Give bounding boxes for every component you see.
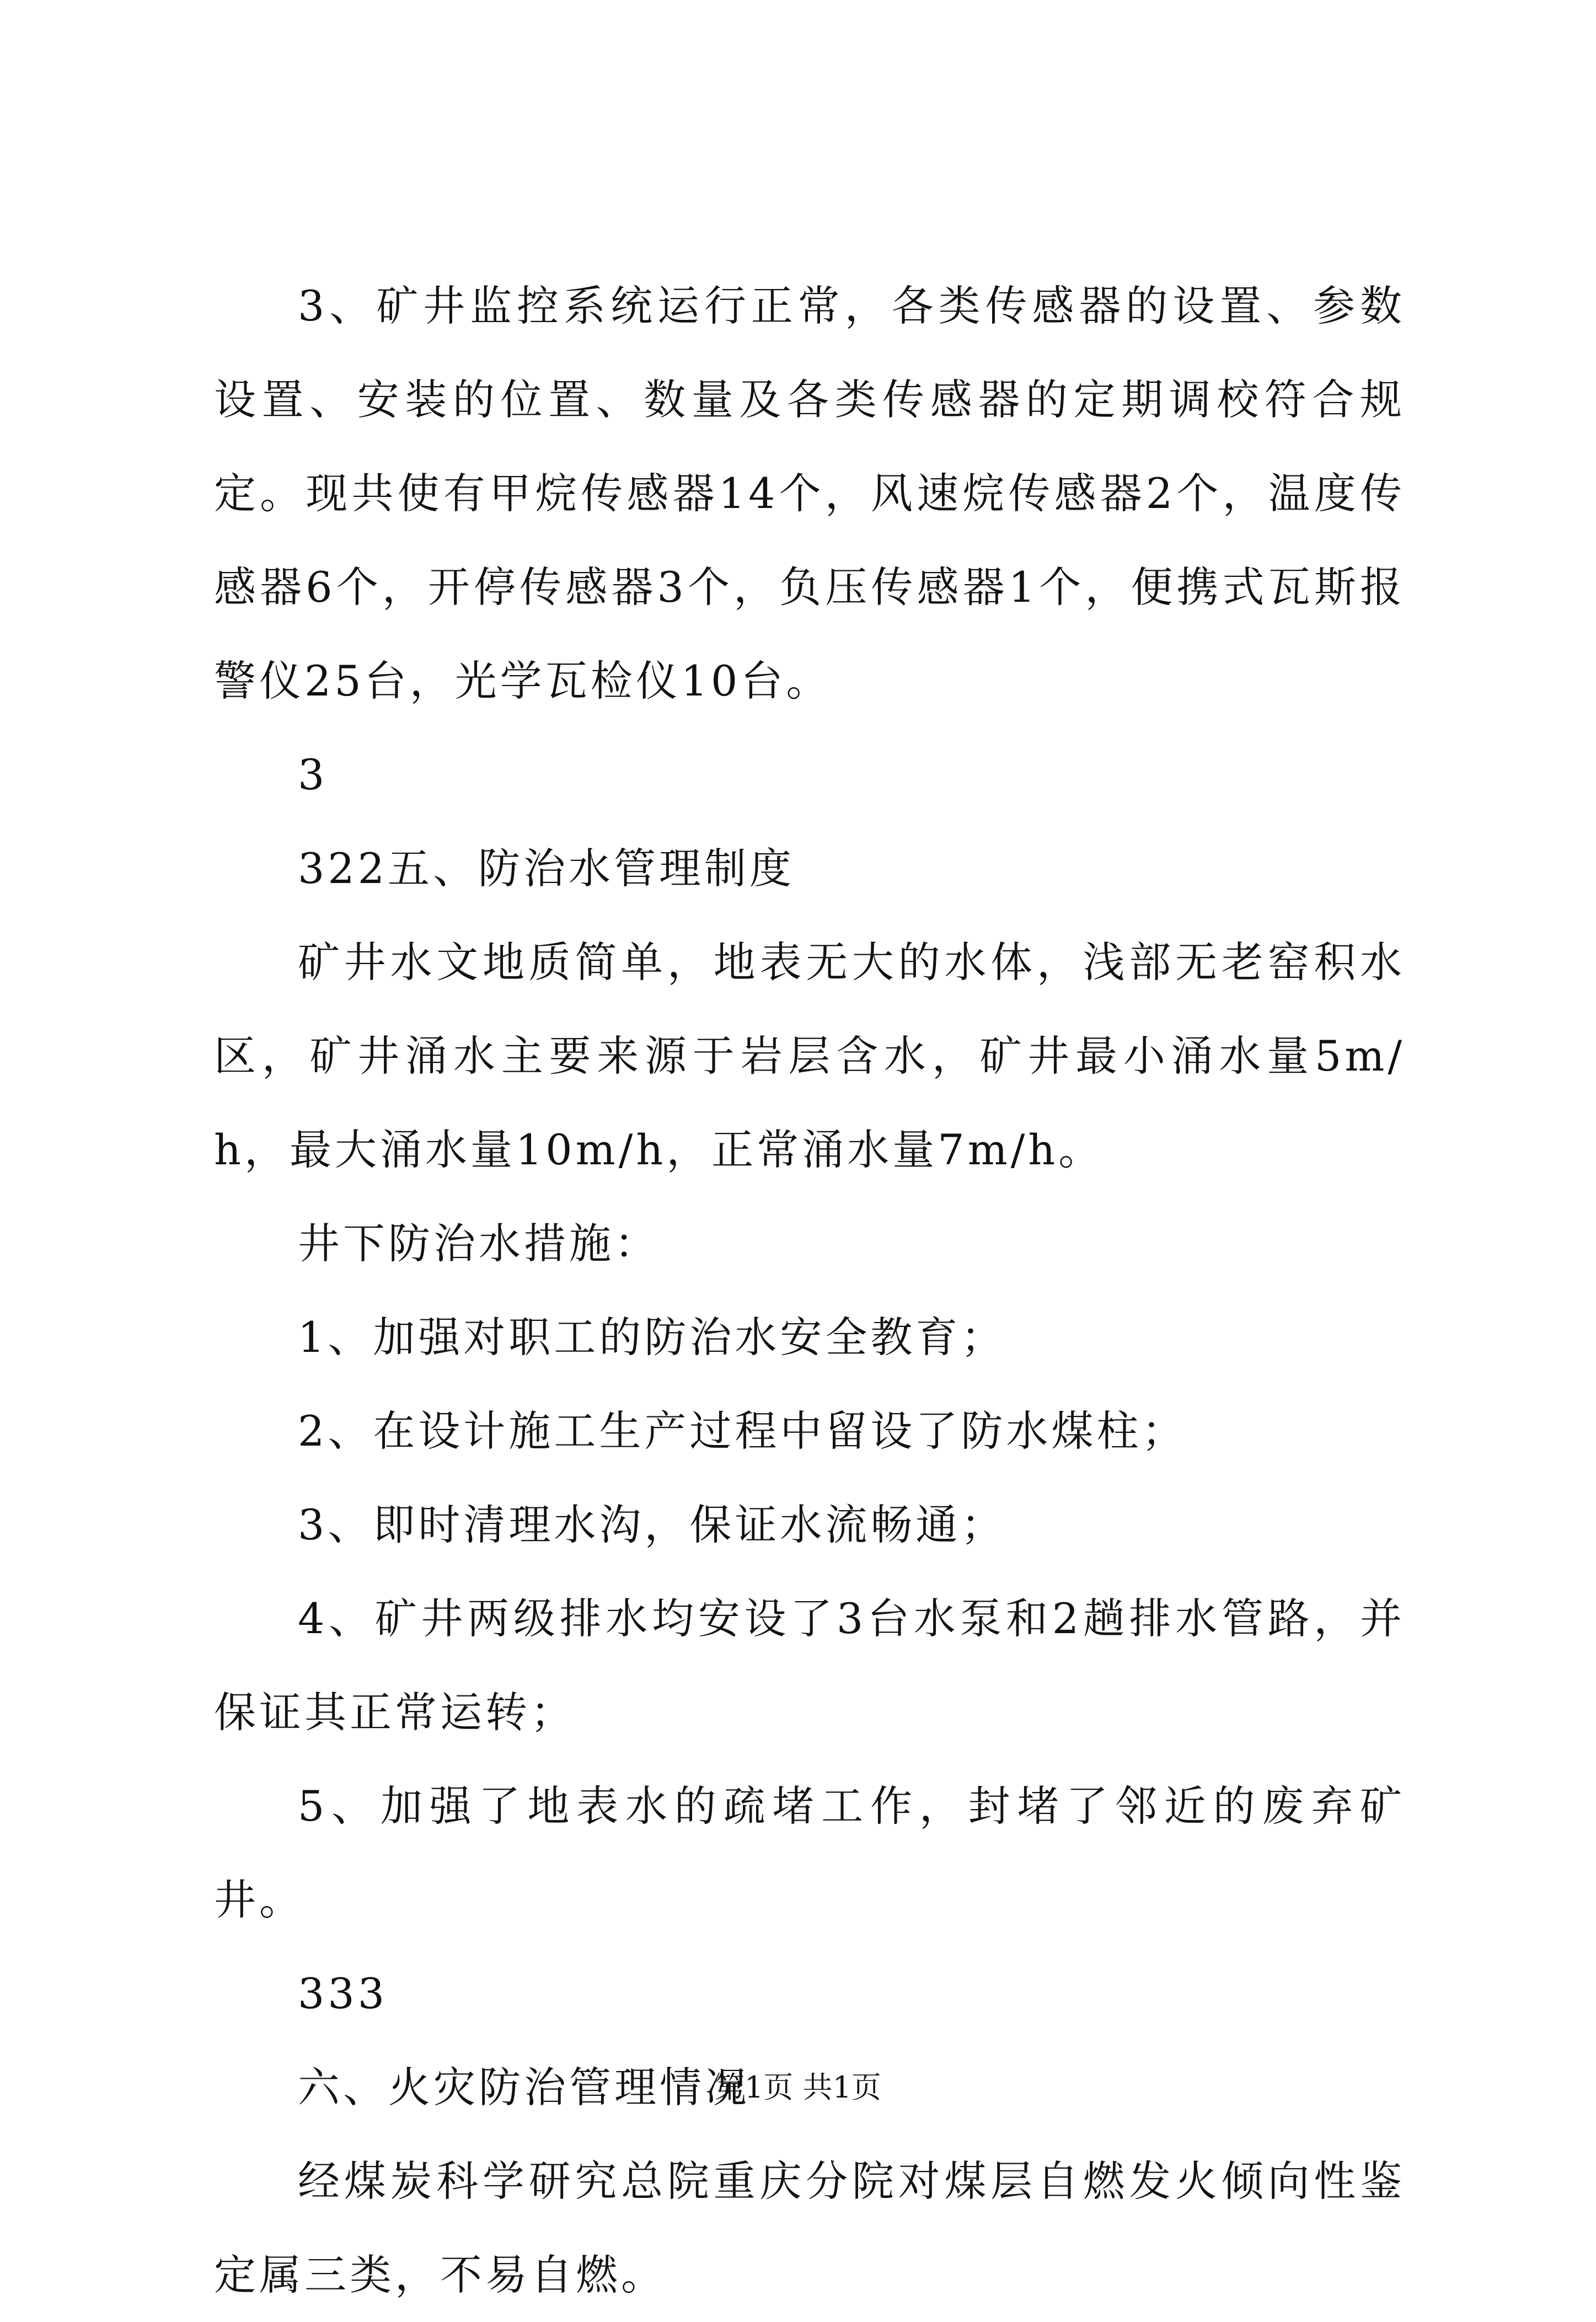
list-item-measure-4: 4、矿井两级排水均安设了3台水泵和2趟排水管路，并保证其正常运转； (214, 1594, 1405, 1737)
section-heading-fire-control: 六、火灾防治管理情况 (298, 2063, 750, 2112)
document-body (214, 259, 1405, 2322)
paragraph-marker-3: 3 (298, 750, 328, 799)
paragraph-spontaneous-combustion: 经煤炭科学研究总院重庆分院对煤层自燃发火倾向性鉴定属三类，不易自燃。 (214, 2157, 1405, 2299)
list-item-measure-1: 1、加强对职工的防治水安全教育； (298, 1313, 1006, 1362)
page-footer: 第1页 共1页 (715, 2070, 881, 2105)
paragraph-monitoring-system: 3、矿井监控系统运行正常，各类传感器的设置、参数设置、安装的位置、数量及各类传感器的定期调校符合规定。现共使有甲烷传感器14个，风速烷传感器2个，温度传感器6个，开停传感器3个，负压传感器1个，便携式瓦斯报警仪25台，光学瓦检仪10台。 (214, 281, 1405, 705)
section-heading-water-control: 322五、防治水管理制度 (298, 844, 795, 893)
paragraph-marker-333: 333 (298, 1969, 388, 2018)
list-item-measure-2: 2、在设计施工生产过程中留设了防水煤柱； (298, 1406, 1187, 1456)
list-item-measure-3: 3、即时清理水沟，保证水流畅通； (298, 1500, 1006, 1549)
paragraph-measures-intro: 井下防治水措施： (298, 1219, 660, 1268)
list-item-measure-5: 5、加强了地表水的疏堵工作，封堵了邻近的废弃矿井。 (214, 1781, 1405, 1924)
paragraph-hydrogeology: 矿井水文地质简单，地表无大的水体，浅部无老窑积水区，矿井涌水主要来源于岩层含水，矿井最小涌水量5m/h，最大涌水量10m/h，正常涌水量7m/h。 (214, 938, 1405, 1174)
